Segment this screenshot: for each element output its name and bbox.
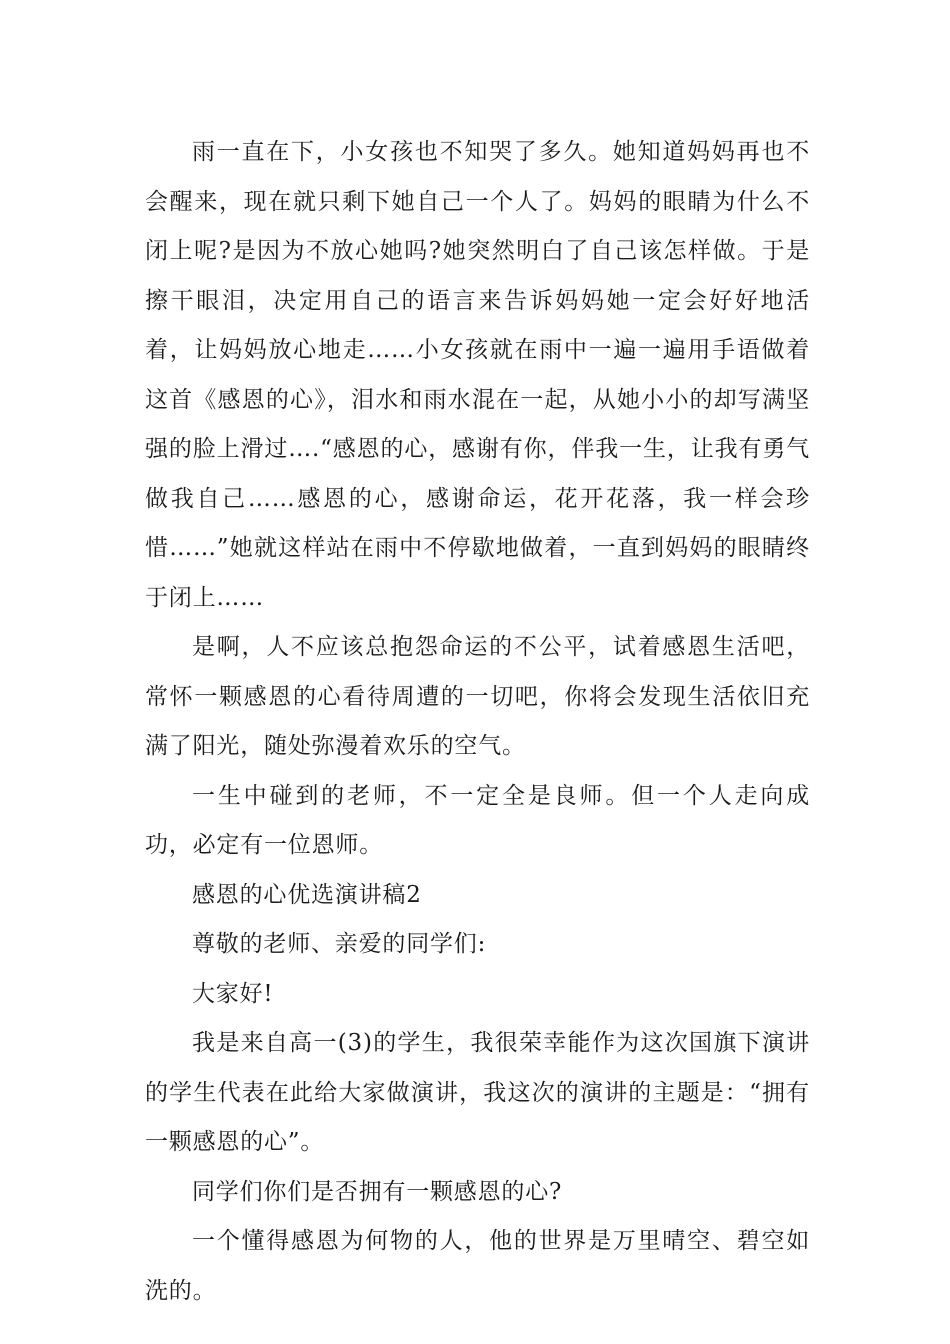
document-body (145, 128, 810, 1316)
salutation: 尊敬的老师、亲爱的同学们: (192, 931, 487, 957)
paragraph-gratitude-life: 是啊，人不应该总抱怨命运的不公平，试着感恩生活吧，常怀一颗感恩的心看待周遭的一切吧，你将会发现生活依旧充满了阳光，随处弥漫着欢乐的空气。 (145, 634, 810, 759)
section-heading: 感恩的心优选演讲稿2 (192, 881, 422, 908)
paragraph-introduction: 我是来自高一(3)的学生，我很荣幸能作为这次国旗下演讲的学生代表在此给大家做演讲，我这次的演讲的主题是：“拥有一颗感恩的心”。 (145, 1030, 810, 1155)
paragraph-grateful-person: 一个懂得感恩为何物的人，他的世界是万里晴空、碧空如洗的。 (145, 1228, 810, 1304)
paragraph-question: 同学们你们是否拥有一颗感恩的心? (192, 1178, 563, 1205)
paragraph-teacher: 一生中碰到的老师，不一定全是良师。但一个人走向成功，必定有一位恩师。 (145, 782, 810, 858)
paragraph-story: 雨一直在下，小女孩也不知哭了多久。她知道妈妈再也不会醒来，现在就只剩下她自己一个人了。妈妈的眼睛为什么不闭上呢?是因为不放心她吗?她突然明白了自己该怎样做。于是擦干眼泪，决定用自己的语言来告诉妈妈她一定会好好地活着，让妈妈放心地走……小女孩就在雨中一遍一遍用手语做着这首《感恩的心》，泪水和雨水混在一起，从她小小的却写满坚强的脸上滑过….“感恩的心，感谢有你，伴我一生，让我有勇气做我自己……感恩的心，感谢命运，花开花落，我一样会珍惜……”她就这样站在雨中不停歇地做着，一直到妈妈的眼睛终于闭上…… (145, 139, 810, 611)
greeting: 大家好! (192, 980, 274, 1007)
